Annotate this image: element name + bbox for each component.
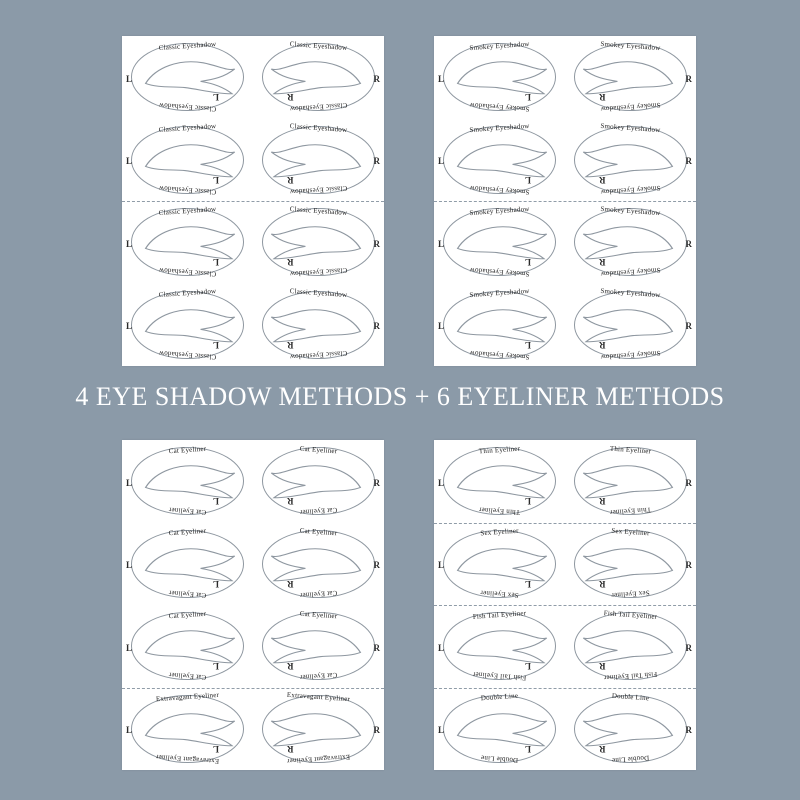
marker-left-inverted: L — [212, 339, 219, 350]
marker-left-inverted: L — [212, 496, 219, 506]
stencil-label: Smokey Eyeshadow — [600, 122, 661, 135]
stencil-cell — [122, 688, 253, 771]
stencil-label: Fish Tail Eyeliner — [603, 608, 658, 621]
marker-right: R — [373, 321, 380, 332]
stencil-label-inverted: Smokey Eyeshadow — [469, 100, 530, 114]
marker-left: L — [438, 156, 445, 167]
stencil-label: Cat Eyeliner — [299, 609, 338, 621]
marker-left-inverted: L — [524, 661, 531, 671]
stencil-cell — [122, 523, 253, 606]
stencil-grid — [434, 36, 696, 366]
stencil-cell — [434, 440, 565, 523]
stencil-label: Smokey Eyeshadow — [469, 122, 530, 135]
marker-right-inverted: R — [287, 92, 294, 102]
stencil-label-inverted: Cat Eyeliner — [168, 505, 207, 517]
stencil-label: Cat Eyeliner — [299, 526, 338, 538]
marker-right: R — [685, 73, 692, 84]
marker-left: L — [126, 477, 133, 488]
marker-left-inverted: L — [212, 578, 219, 589]
marker-right-inverted: R — [599, 257, 606, 267]
marker-right-inverted: R — [287, 578, 294, 589]
marker-right-inverted: R — [599, 174, 606, 185]
stencil-cell — [122, 201, 253, 284]
stencil-label: Double Line — [480, 691, 519, 703]
stencil-label-inverted: Classic Eyeshadow — [289, 183, 348, 196]
stencil-cell — [565, 36, 696, 119]
marker-left-inverted: L — [524, 174, 531, 185]
stencil-cell — [253, 36, 384, 119]
stencil-label-inverted: Thin Eyeliner — [609, 505, 652, 517]
stencil-label: Classic Eyeshadow — [158, 204, 217, 217]
marker-right-inverted: R — [599, 578, 606, 589]
marker-right: R — [685, 477, 692, 488]
stencil-cell — [434, 119, 565, 202]
marker-left-inverted: L — [212, 92, 219, 102]
mixed-eyeliner-sheet — [434, 440, 696, 770]
stencil-label-inverted: Fish Tail Eyeliner — [603, 670, 658, 682]
stencil-cell — [253, 284, 384, 367]
stencil-label-inverted: Classic Eyeshadow — [289, 101, 348, 114]
marker-right-inverted: R — [287, 743, 294, 754]
marker-right: R — [373, 73, 380, 84]
marker-left-inverted: L — [524, 578, 531, 589]
marker-left-inverted: L — [524, 92, 531, 102]
stencil-label: Sex Eyeliner — [611, 526, 650, 538]
stencil-label: Cat Eyeliner — [299, 444, 338, 456]
stencil-label: Cat Eyeliner — [168, 444, 207, 456]
stencil-label: Smokey Eyeshadow — [600, 287, 661, 300]
stencil-cell — [253, 201, 384, 284]
stencil-cell — [122, 440, 253, 523]
marker-left-inverted: L — [212, 661, 219, 671]
stencil-cell — [434, 605, 565, 688]
stencil-label: Sex Eyeliner — [480, 526, 519, 538]
stencil-label-inverted: Classic Eyeshadow — [158, 183, 217, 196]
stencil-cell — [253, 119, 384, 202]
marker-left-inverted: L — [524, 339, 531, 350]
stencil-cell — [565, 284, 696, 367]
marker-right: R — [373, 560, 380, 571]
stencil-label: Classic Eyeshadow — [158, 39, 217, 52]
stencil-cell — [122, 119, 253, 202]
stencil-label: Smokey Eyeshadow — [469, 204, 530, 217]
stencil-label-inverted: Extravagant Eyeliner — [155, 752, 220, 765]
stencil-cell — [565, 605, 696, 688]
stencil-label: Smokey Eyeshadow — [600, 39, 661, 52]
stencil-label: Double Line — [611, 691, 650, 703]
marker-right: R — [685, 642, 692, 653]
stencil-label-inverted: Classic Eyeshadow — [158, 348, 217, 361]
stencil-grid — [434, 440, 696, 770]
stencil-cell — [565, 523, 696, 606]
marker-right-inverted: R — [599, 496, 606, 506]
stencil-label: Extravagant Eyeliner — [155, 691, 220, 704]
marker-left-inverted: L — [524, 496, 531, 506]
marker-right: R — [685, 560, 692, 571]
stencil-grid — [122, 440, 384, 770]
stencil-label-inverted: Classic Eyeshadow — [158, 101, 217, 114]
marker-right: R — [685, 725, 692, 736]
marker-right-inverted: R — [287, 496, 294, 506]
marker-right-inverted: R — [599, 339, 606, 350]
stencil-label-inverted: Thin Eyeliner — [478, 505, 521, 517]
marker-right: R — [685, 238, 692, 249]
marker-left: L — [126, 73, 133, 84]
stencil-cell — [253, 440, 384, 523]
marker-right: R — [685, 321, 692, 332]
stencil-label: Smokey Eyeshadow — [469, 287, 530, 300]
marker-right-inverted: R — [287, 174, 294, 185]
stencil-cell — [253, 605, 384, 688]
stencil-label: Classic Eyeshadow — [289, 39, 348, 52]
classic-eyeshadow-sheet — [122, 36, 384, 366]
stencil-cell — [253, 523, 384, 606]
caption-text: 4 EYE SHADOW METHODS + 6 EYELINER METHODS — [75, 382, 725, 411]
stencil-label-inverted: Smokey Eyeshadow — [469, 265, 530, 279]
marker-left: L — [126, 156, 133, 167]
stencil-label-inverted: Smokey Eyeshadow — [600, 100, 661, 114]
cat-eyeliner-sheet — [122, 440, 384, 770]
marker-left: L — [126, 642, 133, 653]
marker-left-inverted: L — [212, 257, 219, 267]
marker-right: R — [373, 477, 380, 488]
stencil-label: Cat Eyeliner — [168, 609, 207, 621]
marker-left: L — [126, 725, 133, 736]
stencil-cell — [565, 688, 696, 771]
stencil-label: Classic Eyeshadow — [158, 122, 217, 135]
marker-right-inverted: R — [599, 661, 606, 671]
stencil-label-inverted: Double Line — [480, 753, 519, 764]
stencil-label-inverted: Classic Eyeshadow — [289, 266, 348, 279]
stencil-label: Classic Eyeshadow — [289, 287, 348, 300]
smokey-eyeshadow-sheet — [434, 36, 696, 366]
stencil-label-inverted: Extravagant Eyeliner — [286, 752, 351, 765]
stencil-label: Classic Eyeshadow — [289, 122, 348, 135]
stencil-label: Classic Eyeshadow — [158, 287, 217, 300]
stencil-cell — [434, 201, 565, 284]
stencil-label: Thin Eyeliner — [478, 444, 521, 456]
stencil-label: Extravagant Eyeliner — [286, 691, 351, 704]
stencil-label: Fish Tail Eyeliner — [472, 608, 527, 621]
marker-left: L — [438, 238, 445, 249]
stencil-cell — [565, 119, 696, 202]
stencil-cell — [122, 605, 253, 688]
stencil-cell — [565, 440, 696, 523]
stencil-label-inverted: Cat Eyeliner — [299, 670, 338, 682]
stencil-label-inverted: Double Line — [611, 753, 650, 764]
stencil-label-inverted: Smokey Eyeshadow — [600, 348, 661, 361]
marker-left: L — [438, 321, 445, 332]
stencil-label-inverted: Smokey Eyeshadow — [600, 183, 661, 196]
stencil-label-inverted: Sex Eyeliner — [611, 588, 650, 599]
stencil-label-inverted: Fish Tail Eyeliner — [472, 670, 527, 682]
marker-left: L — [438, 725, 445, 736]
marker-right: R — [685, 156, 692, 167]
marker-left: L — [126, 321, 133, 332]
marker-left-inverted: L — [212, 174, 219, 185]
stencil-label-inverted: Sex Eyeliner — [480, 588, 519, 599]
stencil-label: Smokey Eyeshadow — [469, 39, 530, 52]
stencil-label-inverted: Smokey Eyeshadow — [600, 265, 661, 279]
marker-right-inverted: R — [287, 257, 294, 267]
stencil-cell — [253, 688, 384, 771]
marker-right: R — [373, 642, 380, 653]
marker-left: L — [126, 560, 133, 571]
stencil-label-inverted: Cat Eyeliner — [299, 505, 338, 517]
marker-right: R — [373, 156, 380, 167]
marker-left: L — [438, 73, 445, 84]
marker-right-inverted: R — [287, 339, 294, 350]
stencil-label: Cat Eyeliner — [168, 526, 207, 538]
stencil-label: Classic Eyeshadow — [289, 204, 348, 217]
stencil-label-inverted: Classic Eyeshadow — [158, 266, 217, 279]
stencil-label: Smokey Eyeshadow — [600, 204, 661, 217]
marker-left: L — [438, 477, 445, 488]
stencil-label: Thin Eyeliner — [609, 444, 652, 456]
marker-left-inverted: L — [524, 257, 531, 267]
marker-left-inverted: L — [524, 743, 531, 754]
stencil-cell — [122, 36, 253, 119]
marker-right-inverted: R — [599, 92, 606, 102]
marker-right: R — [373, 238, 380, 249]
marker-right-inverted: R — [287, 661, 294, 671]
marker-right: R — [373, 725, 380, 736]
stencil-label-inverted: Cat Eyeliner — [168, 670, 207, 682]
stencil-cell — [434, 523, 565, 606]
stencil-cell — [434, 688, 565, 771]
stencil-cell — [434, 284, 565, 367]
stencil-label-inverted: Cat Eyeliner — [168, 588, 207, 599]
stencil-grid — [122, 36, 384, 366]
marker-left: L — [126, 238, 133, 249]
stencil-label-inverted: Smokey Eyeshadow — [469, 183, 530, 196]
marker-left-inverted: L — [212, 743, 219, 754]
stencil-label-inverted: Smokey Eyeshadow — [469, 348, 530, 361]
marker-left: L — [438, 642, 445, 653]
stencil-cell — [565, 201, 696, 284]
stencil-cell — [434, 36, 565, 119]
marker-right-inverted: R — [599, 743, 606, 754]
stencil-label-inverted: Cat Eyeliner — [299, 588, 338, 599]
marker-left: L — [438, 560, 445, 571]
stencil-label-inverted: Classic Eyeshadow — [289, 348, 348, 361]
stencil-cell — [122, 284, 253, 367]
